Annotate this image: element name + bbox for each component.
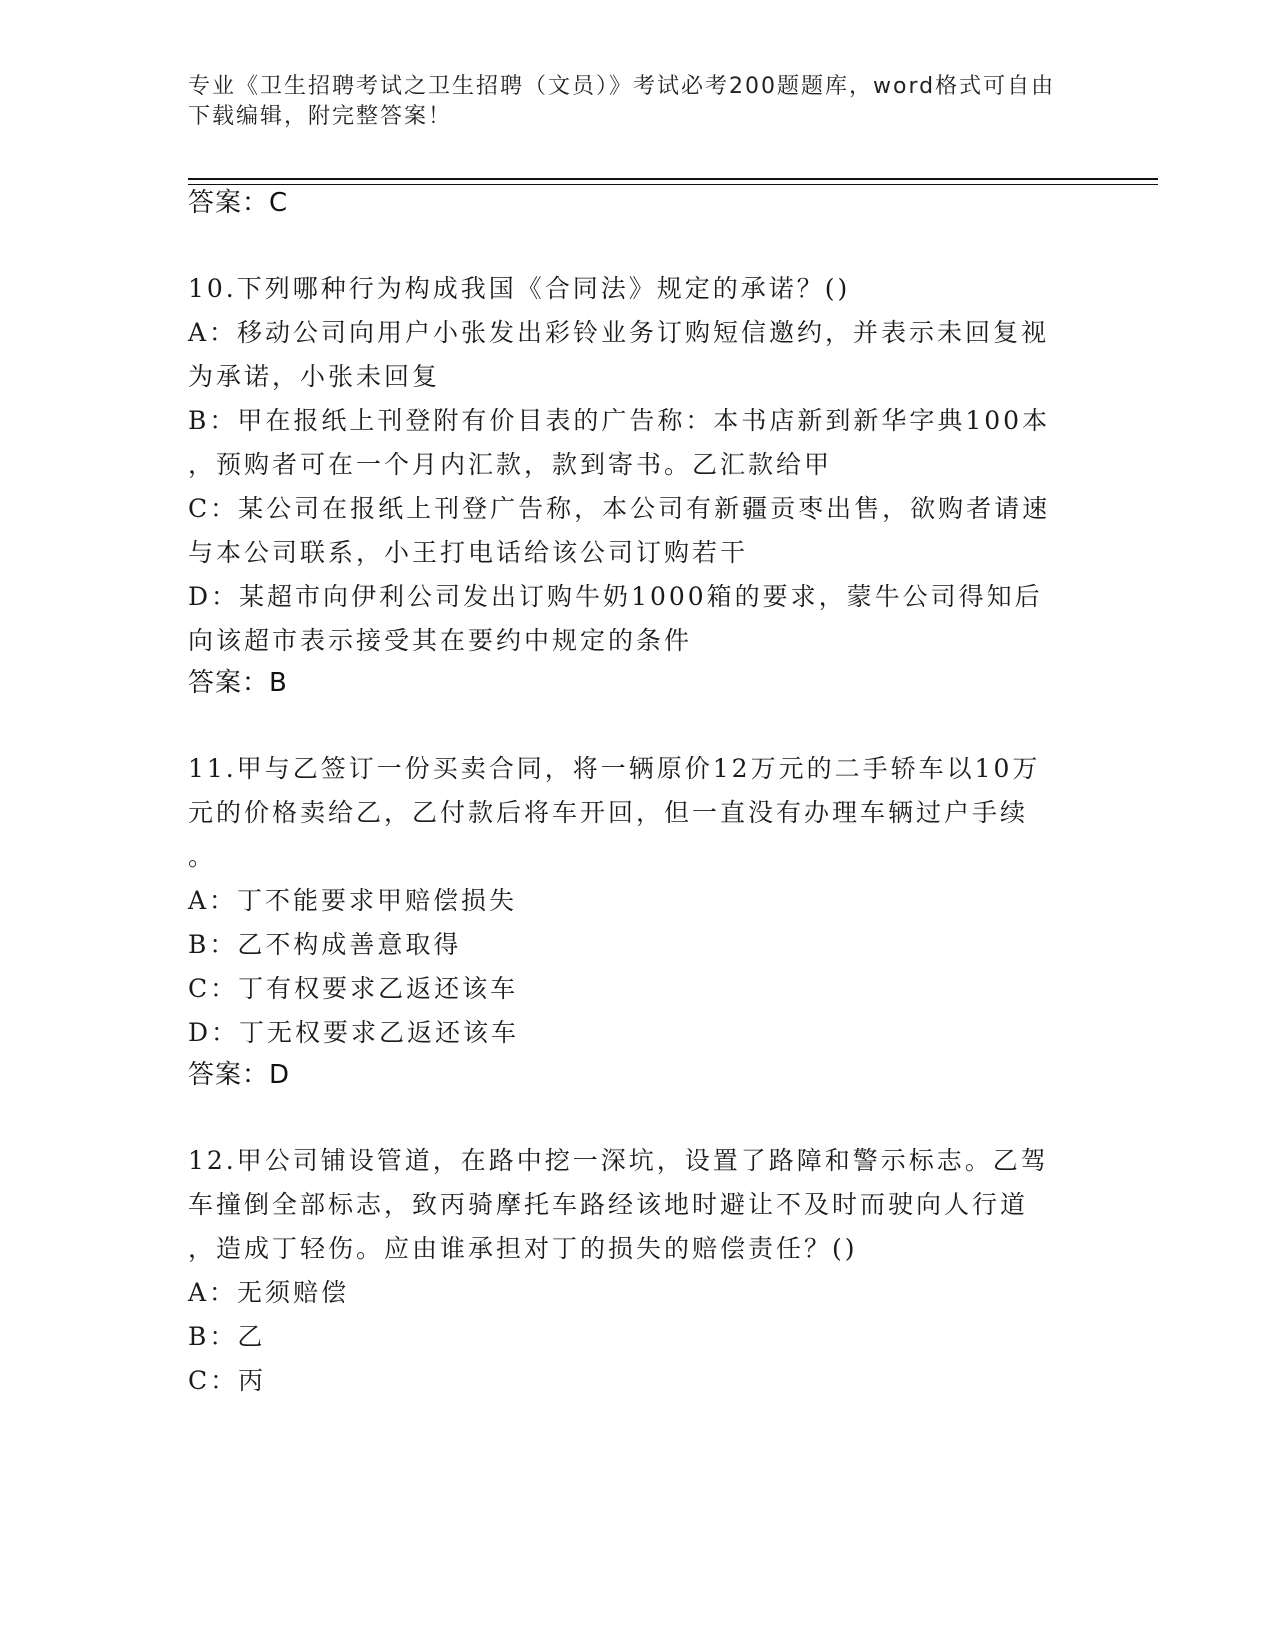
question-12-option-c: C：丙: [188, 1366, 267, 1395]
question-12-stem-line3: ，造成丁轻伤。应由谁承担对丁的损失的赔偿责任？(): [188, 1234, 858, 1263]
question-11-option-a: A：丁不能要求甲赔偿损失: [188, 886, 518, 915]
header-divider-thick: [188, 178, 1158, 180]
question-10-option-c-line1: C：某公司在报纸上刊登广告称，本公司有新疆贡枣出售，欲购者请速: [188, 494, 1051, 523]
header-divider-thin: [188, 184, 1158, 185]
answer-q11: 答案：D: [188, 1060, 291, 1090]
question-12-option-b: B：乙: [188, 1322, 266, 1351]
question-11-stem-line3: 。: [188, 842, 217, 871]
question-10-option-b-line2: ，预购者可在一个月内汇款，款到寄书。乙汇款给甲: [188, 450, 833, 479]
question-11-stem-line2: 元的价格卖给乙，乙付款后将车开回，但一直没有办理车辆过户手续: [188, 798, 1029, 827]
question-10-option-d-line2: 向该超市表示接受其在要约中规定的条件: [188, 626, 693, 655]
question-11-option-c: C：丁有权要求乙返还该车: [188, 974, 519, 1003]
question-10-option-c-line2: 与本公司联系，小王打电话给该公司订购若干: [188, 538, 749, 567]
question-10-stem: 10.下列哪种行为构成我国《合同法》规定的承诺？(): [188, 274, 851, 303]
question-11-option-d: D：丁无权要求乙返还该车: [188, 1018, 520, 1047]
answer-q10: 答案：B: [188, 668, 288, 698]
question-12-option-a: A：无须赔偿: [188, 1278, 350, 1307]
question-10-option-a-line1: A：移动公司向用户小张发出彩铃业务订购短信邀约，并表示未回复视: [188, 318, 1050, 347]
page-header: 专业《卫生招聘考试之卫生招聘（文员）》考试必考200题题库，word格式可自由下载编辑，附完整答案！: [188, 74, 1056, 129]
question-10-option-d-line1: D：某超市向伊利公司发出订购牛奶1000箱的要求，蒙牛公司得知后: [188, 582, 1043, 611]
question-12-stem-line1: 12.甲公司铺设管道，在路中挖一深坑，设置了路障和警示标志。乙驾: [188, 1146, 1049, 1175]
question-11-option-b: B：乙不构成善意取得: [188, 930, 462, 959]
question-12-stem-line2: 车撞倒全部标志，致丙骑摩托车路经该地时避让不及时而驶向人行道: [188, 1190, 1029, 1219]
question-10-option-a-line2: 为承诺，小张未回复: [188, 362, 441, 391]
question-11-stem-line1: 11.甲与乙签订一份买卖合同，将一辆原价12万元的二手轿车以10万: [188, 754, 1041, 783]
question-10-option-b-line1: B：甲在报纸上刊登附有价目表的广告称：本书店新到新华字典100本: [188, 406, 1051, 435]
answer-q9: 答案：C: [188, 188, 289, 218]
